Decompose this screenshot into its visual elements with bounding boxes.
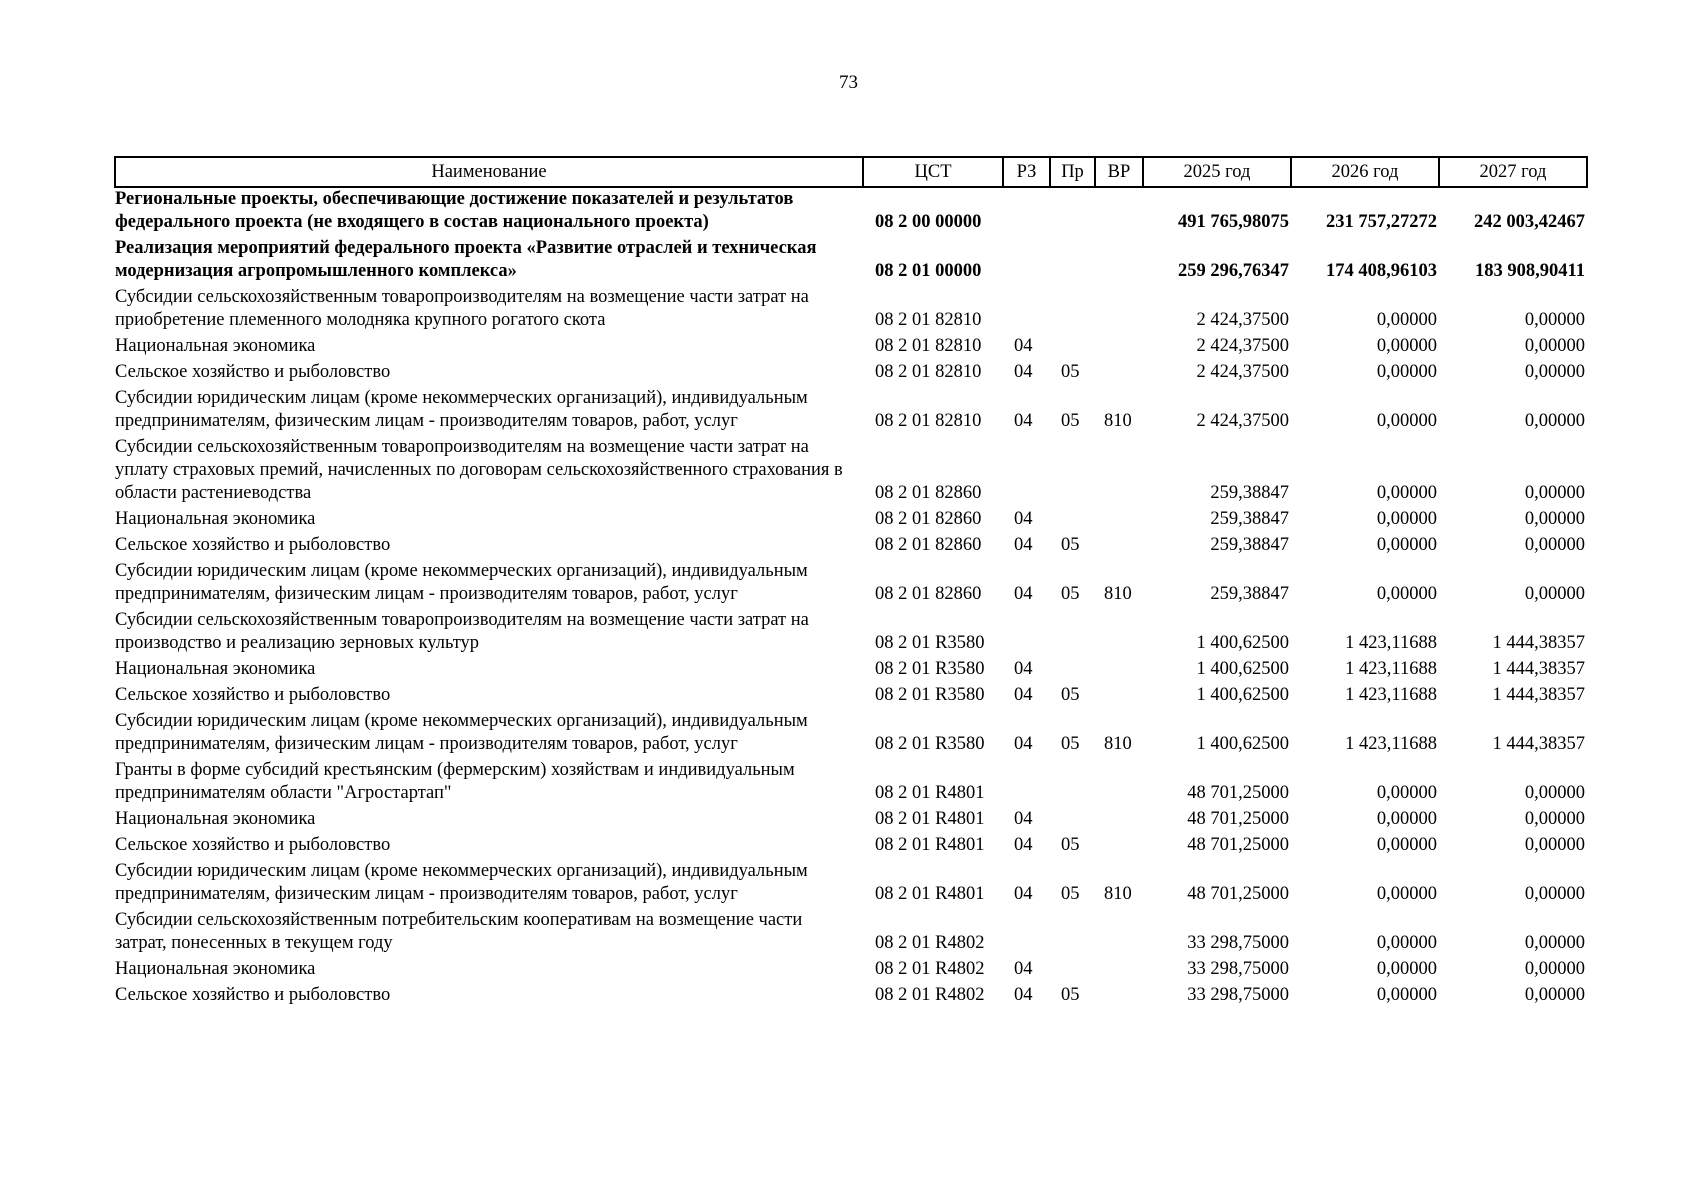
row-vr <box>1095 658 1143 684</box>
row-value-2027: 0,00000 <box>1524 584 1585 604</box>
row-vr: 810 <box>1104 734 1132 754</box>
row-pr <box>1050 909 1095 958</box>
row-vr: 810 <box>1104 884 1132 904</box>
header-name: Наименование <box>115 157 863 187</box>
row-rz: 04 <box>1014 584 1033 604</box>
row-value-2025: 2 424,37500 <box>1196 310 1289 330</box>
row-pr <box>1050 286 1095 335</box>
row-value-2026: 0,00000 <box>1376 884 1437 904</box>
row-name: Субсидии сельскохозяйственным товаропроизводителям на возмещение части затрат на производство и реализацию зерновых культур <box>115 610 809 653</box>
row-cst: 08 2 01 R4801 <box>875 884 985 904</box>
row-value-2026: 0,00000 <box>1376 835 1437 855</box>
row-name: Субсидии юридическим лицам (кроме некоммерческих организаций), индивидуальным предпринимателям, физическим лицам - производителям товаров, работ, услуг <box>115 561 808 604</box>
row-value-2027: 0,00000 <box>1524 535 1585 555</box>
row-value-2025: 2 424,37500 <box>1196 336 1289 356</box>
header-2025: 2025 год <box>1143 157 1291 187</box>
row-name: Национальная экономика <box>115 809 316 829</box>
row-value-2027: 0,00000 <box>1524 884 1585 904</box>
row-value-2025: 259,38847 <box>1210 483 1289 503</box>
budget-table <box>114 156 1588 1010</box>
row-name: Реализация мероприятий федерального проекта «Развитие отраслей и техническая модернизация агропромышленного комплекса» <box>115 238 817 281</box>
row-vr <box>1095 834 1143 860</box>
row-vr <box>1095 335 1143 361</box>
row-value-2027: 0,00000 <box>1524 411 1585 431</box>
row-cst: 08 2 01 82810 <box>875 411 982 431</box>
row-rz: 04 <box>1014 659 1033 679</box>
table-header-row <box>115 157 1587 187</box>
row-value-2027: 0,00000 <box>1524 985 1585 1005</box>
table-row <box>115 387 1587 436</box>
row-pr <box>1050 237 1095 286</box>
row-rz <box>1003 237 1050 286</box>
table-row <box>115 609 1587 658</box>
row-name: Национальная экономика <box>115 336 316 356</box>
row-vr: 810 <box>1104 584 1132 604</box>
row-pr <box>1050 759 1095 808</box>
table-row <box>115 335 1587 361</box>
row-cst: 08 2 01 82860 <box>875 584 982 604</box>
table-row <box>115 759 1587 808</box>
row-value-2027: 0,00000 <box>1524 933 1585 953</box>
row-pr: 05 <box>1061 835 1080 855</box>
row-value-2026: 0,00000 <box>1376 310 1437 330</box>
row-name: Сельское хозяйство и рыболовство <box>115 985 391 1005</box>
header-rz: РЗ <box>1003 157 1050 187</box>
row-vr <box>1095 684 1143 710</box>
table-row <box>115 658 1587 684</box>
row-name: Субсидии сельскохозяйственным товаропроизводителям на возмещение части затрат на уплату страховых премий, начисленных по договорам сельскохозяйственного страхования в области растениеводства <box>115 437 843 503</box>
row-name: Сельское хозяйство и рыболовство <box>115 685 391 705</box>
row-value-2026: 0,00000 <box>1376 985 1437 1005</box>
row-value-2027: 0,00000 <box>1524 362 1585 382</box>
row-value-2026: 0,00000 <box>1376 783 1437 803</box>
row-value-2027: 0,00000 <box>1524 509 1585 529</box>
row-value-2025: 48 701,25000 <box>1187 809 1289 829</box>
row-value-2025: 48 701,25000 <box>1187 835 1289 855</box>
row-rz: 04 <box>1014 411 1033 431</box>
row-name: Субсидии юридическим лицам (кроме некоммерческих организаций), индивидуальным предпринимателям, физическим лицам - производителям товаров, работ, услуг <box>115 711 808 754</box>
row-pr <box>1050 658 1095 684</box>
row-value-2027: 0,00000 <box>1524 310 1585 330</box>
row-value-2026: 0,00000 <box>1376 933 1437 953</box>
row-value-2026: 0,00000 <box>1376 362 1437 382</box>
row-value-2026: 0,00000 <box>1376 584 1437 604</box>
row-rz: 04 <box>1014 509 1033 529</box>
table-row <box>115 710 1587 759</box>
header-2027: 2027 год <box>1439 157 1587 187</box>
table-body <box>115 187 1587 1010</box>
row-pr <box>1050 436 1095 508</box>
row-cst: 08 2 01 00000 <box>875 261 982 281</box>
row-value-2026: 1 423,11688 <box>1345 659 1437 679</box>
row-vr <box>1095 984 1143 1010</box>
row-name: Национальная экономика <box>115 509 316 529</box>
row-cst: 08 2 01 82810 <box>875 362 982 382</box>
row-value-2027: 0,00000 <box>1524 783 1585 803</box>
row-pr: 05 <box>1061 411 1080 431</box>
row-vr <box>1095 286 1143 335</box>
row-name: Региональные проекты, обеспечивающие достижение показателей и результатов федерального проекта (не входящего в состав национального проекта) <box>115 189 794 232</box>
row-name: Гранты в форме субсидий крестьянским (фермерским) хозяйствам и индивидуальным предпринимателям области "Агростартап" <box>115 760 795 803</box>
row-vr <box>1095 534 1143 560</box>
row-cst: 08 2 01 82810 <box>875 336 982 356</box>
row-value-2025: 1 400,62500 <box>1196 685 1289 705</box>
header-cst: ЦСТ <box>863 157 1003 187</box>
row-name: Субсидии юридическим лицам (кроме некоммерческих организаций), индивидуальным предпринимателям, физическим лицам - производителям товаров, работ, услуг <box>115 861 808 904</box>
row-cst: 08 2 01 82810 <box>875 310 982 330</box>
row-vr <box>1095 808 1143 834</box>
row-value-2027: 1 444,38357 <box>1492 685 1585 705</box>
table-row <box>115 984 1587 1010</box>
row-cst: 08 2 01 R3580 <box>875 685 985 705</box>
table-row <box>115 237 1587 286</box>
row-pr: 05 <box>1061 685 1080 705</box>
row-pr <box>1050 187 1095 237</box>
row-value-2026: 0,00000 <box>1376 959 1437 979</box>
row-value-2025: 33 298,75000 <box>1187 959 1289 979</box>
row-rz <box>1003 187 1050 237</box>
row-rz: 04 <box>1014 985 1033 1005</box>
row-cst: 08 2 01 82860 <box>875 509 982 529</box>
row-cst: 08 2 01 82860 <box>875 535 982 555</box>
row-pr <box>1050 335 1095 361</box>
row-vr <box>1095 759 1143 808</box>
table-row <box>115 684 1587 710</box>
row-name: Субсидии сельскохозяйственным потребительским кооперативам на возмещение части затрат, понесенных в текущем году <box>115 910 803 953</box>
row-cst: 08 2 01 82860 <box>875 483 982 503</box>
table-row <box>115 508 1587 534</box>
row-value-2026: 0,00000 <box>1376 411 1437 431</box>
row-value-2025: 1 400,62500 <box>1196 633 1289 653</box>
row-cst: 08 2 01 R3580 <box>875 734 985 754</box>
table-row <box>115 187 1587 237</box>
table-row <box>115 808 1587 834</box>
row-pr: 05 <box>1061 734 1080 754</box>
row-name: Сельское хозяйство и рыболовство <box>115 535 391 555</box>
row-value-2026: 0,00000 <box>1376 483 1437 503</box>
row-name: Сельское хозяйство и рыболовство <box>115 362 391 382</box>
header-2026: 2026 год <box>1291 157 1439 187</box>
row-rz: 04 <box>1014 835 1033 855</box>
row-value-2025: 2 424,37500 <box>1196 411 1289 431</box>
row-pr: 05 <box>1061 535 1080 555</box>
row-rz <box>1003 436 1050 508</box>
row-value-2026: 1 423,11688 <box>1345 734 1437 754</box>
row-name: Субсидии сельскохозяйственным товаропроизводителям на возмещение части затрат на приобретение племенного молодняка крупного рогатого скота <box>115 287 809 330</box>
row-rz: 04 <box>1014 884 1033 904</box>
row-name: Национальная экономика <box>115 659 316 679</box>
row-rz: 04 <box>1014 336 1033 356</box>
table-row <box>115 958 1587 984</box>
row-value-2026: 0,00000 <box>1376 336 1437 356</box>
row-vr <box>1095 508 1143 534</box>
header-pr: Пр <box>1050 157 1095 187</box>
row-vr <box>1095 436 1143 508</box>
row-value-2025: 33 298,75000 <box>1187 933 1289 953</box>
row-rz: 04 <box>1014 685 1033 705</box>
header-vr: ВР <box>1095 157 1143 187</box>
row-value-2025: 259,38847 <box>1210 535 1289 555</box>
row-value-2025: 491 765,98075 <box>1178 212 1289 232</box>
row-value-2027: 0,00000 <box>1524 483 1585 503</box>
row-vr: 810 <box>1104 411 1132 431</box>
row-cst: 08 2 01 R3580 <box>875 659 985 679</box>
row-rz <box>1003 286 1050 335</box>
row-value-2025: 1 400,62500 <box>1196 659 1289 679</box>
row-rz: 04 <box>1014 959 1033 979</box>
row-rz <box>1003 909 1050 958</box>
row-pr: 05 <box>1061 362 1080 382</box>
row-value-2025: 259,38847 <box>1210 509 1289 529</box>
row-value-2025: 1 400,62500 <box>1196 734 1289 754</box>
row-vr <box>1095 909 1143 958</box>
row-value-2026: 1 423,11688 <box>1345 685 1437 705</box>
row-cst: 08 2 01 R4801 <box>875 809 985 829</box>
row-value-2025: 48 701,25000 <box>1187 783 1289 803</box>
row-cst: 08 2 01 R4802 <box>875 933 985 953</box>
row-value-2027: 0,00000 <box>1524 336 1585 356</box>
row-rz <box>1003 609 1050 658</box>
row-value-2025: 259,38847 <box>1210 584 1289 604</box>
table-row <box>115 909 1587 958</box>
row-name: Национальная экономика <box>115 959 316 979</box>
row-value-2026: 1 423,11688 <box>1345 633 1437 653</box>
row-value-2027: 0,00000 <box>1524 959 1585 979</box>
row-pr: 05 <box>1061 584 1080 604</box>
row-pr <box>1050 808 1095 834</box>
row-cst: 08 2 01 R3580 <box>875 633 985 653</box>
row-rz: 04 <box>1014 734 1033 754</box>
row-rz: 04 <box>1014 362 1033 382</box>
table-row <box>115 560 1587 609</box>
row-cst: 08 2 01 R4802 <box>875 959 985 979</box>
row-value-2026: 174 408,96103 <box>1326 261 1437 281</box>
row-rz: 04 <box>1014 535 1033 555</box>
row-value-2025: 48 701,25000 <box>1187 884 1289 904</box>
row-value-2027: 183 908,90411 <box>1475 261 1585 281</box>
row-vr <box>1095 609 1143 658</box>
row-cst: 08 2 00 00000 <box>875 212 982 232</box>
row-vr <box>1095 958 1143 984</box>
row-name: Субсидии юридическим лицам (кроме некоммерческих организаций), индивидуальным предпринимателям, физическим лицам - производителям товаров, работ, услуг <box>115 388 808 431</box>
row-rz: 04 <box>1014 809 1033 829</box>
row-name: Сельское хозяйство и рыболовство <box>115 835 391 855</box>
row-cst: 08 2 01 R4801 <box>875 783 985 803</box>
row-cst: 08 2 01 R4801 <box>875 835 985 855</box>
table-row <box>115 534 1587 560</box>
row-value-2025: 2 424,37500 <box>1196 362 1289 382</box>
row-value-2027: 0,00000 <box>1524 835 1585 855</box>
row-vr <box>1095 237 1143 286</box>
table-row <box>115 860 1587 909</box>
row-cst: 08 2 01 R4802 <box>875 985 985 1005</box>
row-pr <box>1050 508 1095 534</box>
row-vr <box>1095 361 1143 387</box>
row-value-2027: 0,00000 <box>1524 809 1585 829</box>
row-value-2025: 259 296,76347 <box>1178 261 1289 281</box>
table-row <box>115 286 1587 335</box>
row-value-2025: 33 298,75000 <box>1187 985 1289 1005</box>
row-vr <box>1095 187 1143 237</box>
page-number: 73 <box>839 72 858 93</box>
row-value-2027: 1 444,38357 <box>1492 633 1585 653</box>
row-pr: 05 <box>1061 884 1080 904</box>
row-value-2026: 0,00000 <box>1376 535 1437 555</box>
row-value-2027: 1 444,38357 <box>1492 659 1585 679</box>
row-value-2027: 242 003,42467 <box>1474 212 1585 232</box>
table-row <box>115 834 1587 860</box>
table-row <box>115 436 1587 508</box>
row-pr: 05 <box>1061 985 1080 1005</box>
row-value-2026: 0,00000 <box>1376 809 1437 829</box>
row-pr <box>1050 958 1095 984</box>
row-pr <box>1050 609 1095 658</box>
row-rz <box>1003 759 1050 808</box>
row-value-2026: 231 757,27272 <box>1326 212 1437 232</box>
row-value-2026: 0,00000 <box>1376 509 1437 529</box>
table-row <box>115 361 1587 387</box>
row-value-2027: 1 444,38357 <box>1492 734 1585 754</box>
